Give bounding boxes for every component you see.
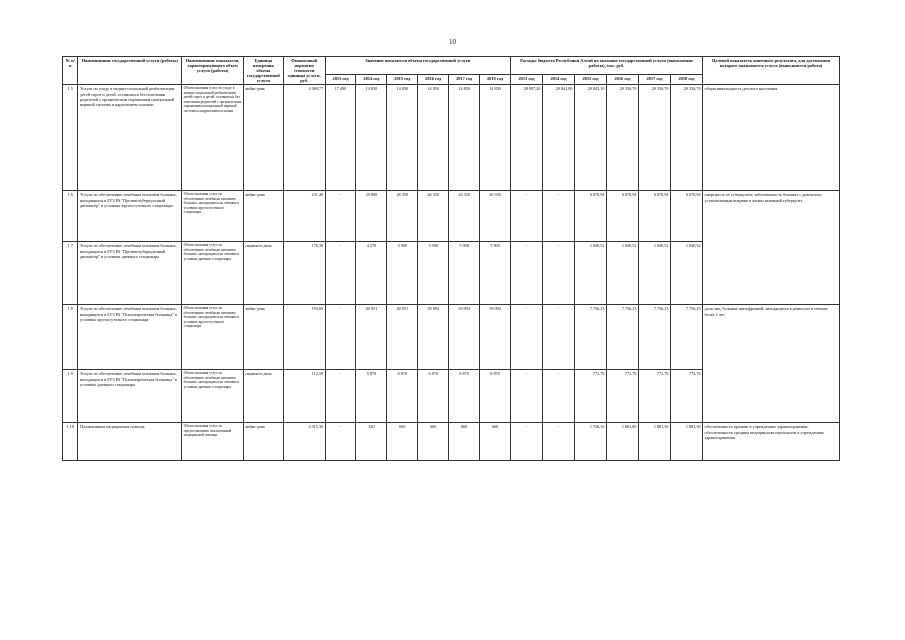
cell-fin: 2 015,30: [283, 423, 325, 461]
table-row: [63, 305, 840, 370]
cell-vol: 6 870: [480, 370, 511, 423]
cell-bud: -: [542, 242, 574, 305]
cell-bud: -: [542, 191, 574, 242]
cell-unit: койко-день: [243, 85, 283, 191]
col-no: № п/п: [63, 57, 78, 85]
col-target: Целевой показатель конечного результата, для достижения которого оказывается услуга (выполняется работа): [703, 57, 840, 85]
cell-vol: 40 051: [387, 305, 418, 370]
cell-bud: 1 881,30: [638, 423, 670, 461]
bud-year: 2014 год: [542, 74, 574, 85]
header-row-1: [63, 57, 840, 75]
bud-year: 2015 год: [574, 74, 606, 85]
col-volume-group: Значение показателя объема государственной услуги: [325, 57, 510, 75]
cell-bud: 29 843,10: [574, 85, 606, 191]
cell-bud: 6 670,94: [574, 191, 606, 242]
cell-vol: -: [325, 191, 356, 242]
services-table: [62, 56, 840, 461]
col-fin-cost: Финансовый норматив стоимости единицы услуги, руб.: [283, 57, 325, 85]
cell-bud: 1 040,52: [670, 242, 702, 305]
cell-bud: 7 756,23: [638, 305, 670, 370]
cell-bud: 1 040,52: [606, 242, 638, 305]
cell-service: Услуги по обеспечению лечебным питанием больных, находящихся в БУЗ РА "Противотуберкулезный диспансер" в условиях круглосуточного стационара: [78, 191, 182, 242]
bud-year: 2017 год: [638, 74, 670, 85]
cell-bud: 29 336,70: [606, 85, 638, 191]
cell-vol: 4 270: [356, 242, 387, 305]
cell-unit: койко-день: [243, 191, 283, 242]
cell-vol: 5 900: [387, 242, 418, 305]
cell-vol: 660: [418, 423, 449, 461]
cell-indicator: Объем оказания услуг по предоставлению паллиативной медицинской помощи: [182, 423, 244, 461]
cell-bud: 772,76: [606, 370, 638, 423]
cell-bud: 1 726,10: [574, 423, 606, 461]
cell-bud: 1 040,52: [638, 242, 670, 305]
cell-bud: 1 881,30: [670, 423, 702, 461]
cell-vol: 17 490: [325, 85, 356, 191]
col-indicator: Наименование показателя, характеризующего объем услуги (работы): [182, 57, 244, 85]
cell-bud: 6 670,94: [606, 191, 638, 242]
cell-fin: 176,36: [283, 242, 325, 305]
cell-vol: 26 350: [449, 191, 480, 242]
cell-bud: -: [510, 423, 542, 461]
cell-service: Услуги по обеспечению лечебным питанием больных, находящихся в БУЗ РА "Психиатрическая больница" в условиях круглосуточного стационара: [78, 305, 182, 370]
cell-unit: пациенто-день: [243, 370, 283, 423]
vol-year: 2016 год: [418, 74, 449, 85]
cell-vol: 29 880: [356, 191, 387, 242]
cell-vol: 26 350: [387, 191, 418, 242]
bud-year: 2018 год: [670, 74, 702, 85]
cell-target: доля лиц, больных шизофренией, находящихся в ремиссии в течение более 2 лет: [703, 305, 840, 423]
cell-no: 1.10: [63, 423, 78, 461]
table-row: [63, 191, 840, 242]
cell-target: обеспеченность врачами в учреждениях здравоохранения; обеспеченность средним медицинским персоналом в учреждениях здравоохранения: [703, 423, 840, 461]
cell-vol: 26 350: [480, 191, 511, 242]
cell-fin: 193,66: [283, 305, 325, 370]
col-budget-group: Расходы бюджета Республики Алтай на оказание государственной услуги (выполнение работы), тыс. руб.: [510, 57, 702, 75]
cell-vol: 39 094: [449, 305, 480, 370]
cell-vol: 5 870: [356, 370, 387, 423]
cell-bud: 772,76: [574, 370, 606, 423]
cell-indicator: Объем оказания услуг по обеспечению лечебным питанием больных, находящихся на лечении в условиях дневного стационара: [182, 242, 244, 305]
cell-no: 1.6: [63, 191, 78, 242]
cell-vol: 320: [356, 423, 387, 461]
cell-bud: 772,76: [670, 370, 702, 423]
cell-bud: -: [510, 242, 542, 305]
cell-vol: -: [325, 370, 356, 423]
cell-unit: койко-день: [243, 305, 283, 370]
cell-vol: 14 850: [418, 85, 449, 191]
cell-indicator: Объем оказания услуг по обеспечению лечебным питанием больных, находящихся на лечении в условиях круглосуточного стационара: [182, 305, 244, 370]
bud-year: 2016 год: [606, 74, 638, 85]
cell-vol: 14 850: [480, 85, 511, 191]
cell-bud: -: [510, 191, 542, 242]
cell-service: Услуги по обеспечению лечебным питанием больных, находящихся в БУЗ РА "Психиатрическая больница" в условиях дневного стационара: [78, 370, 182, 423]
bud-year: 2013 год: [510, 74, 542, 85]
cell-bud: -: [542, 423, 574, 461]
vol-year: 2015 год: [387, 74, 418, 85]
cell-vol: 660: [449, 423, 480, 461]
cell-bud: -: [542, 305, 574, 370]
cell-vol: 39 094: [480, 305, 511, 370]
table-row: [63, 85, 840, 191]
cell-vol: -: [325, 423, 356, 461]
cell-bud: -: [542, 370, 574, 423]
cell-bud: 29 336,70: [670, 85, 702, 191]
cell-service: Услуги по уходу в медико-социальной реабилитации детей-сирот и детей, оставшихся без попечения родителей с органическим поражением центральной нервной системы и нарушением психики: [78, 85, 182, 191]
cell-vol: 40 051: [356, 305, 387, 370]
cell-vol: 6 870: [387, 370, 418, 423]
cell-vol: 26 350: [418, 191, 449, 242]
cell-bud: -: [510, 305, 542, 370]
cell-vol: 6 870: [418, 370, 449, 423]
cell-no: 1.7: [63, 242, 78, 305]
table-row: [63, 423, 840, 461]
cell-bud: 1 040,52: [574, 242, 606, 305]
cell-bud: -: [510, 370, 542, 423]
vol-year: 2014 год: [356, 74, 387, 85]
page-number: 10: [449, 38, 456, 46]
cell-no: 1.5: [63, 85, 78, 191]
cell-no: 1.8: [63, 305, 78, 370]
col-unit: Единица измерения объема государственной услуги: [243, 57, 283, 85]
cell-unit: пациенто-день: [243, 242, 283, 305]
cell-indicator: Объем оказания услуг по обеспечению лечебным питанием больных, находящихся на лечении в условиях дневного стационара: [182, 370, 244, 423]
cell-bud: 6 670,94: [638, 191, 670, 242]
col-service: Наименование государственной услуги (работы): [78, 57, 182, 85]
cell-vol: -: [325, 242, 356, 305]
cell-bud: 7 756,23: [574, 305, 606, 370]
cell-bud: 6 670,94: [670, 191, 702, 242]
vol-year: 2017 год: [449, 74, 480, 85]
cell-target: смертность от туберкулеза; заболеваемость больных с диагнозом, установленным впервые в жизни активный туберкулез: [703, 191, 840, 305]
cell-unit: койко-день: [243, 423, 283, 461]
cell-bud: 28 097,20: [510, 85, 542, 191]
cell-vol: 5 900: [418, 242, 449, 305]
cell-fin: 112,50: [283, 370, 325, 423]
cell-bud: 7 756,23: [606, 305, 638, 370]
cell-vol: -: [325, 305, 356, 370]
cell-service: Услуги по обеспечению лечебным питанием больных, находящихся в БУЗ РА "Противотуберкулезный диспансер" в условиях дневного стационара: [78, 242, 182, 305]
cell-vol: 39 094: [418, 305, 449, 370]
cell-fin: 2 069,77: [283, 85, 325, 191]
cell-target: общая инвалидность детского населения: [703, 85, 840, 191]
cell-bud: 29 336,70: [638, 85, 670, 191]
vol-year: 2013 год: [325, 74, 356, 85]
cell-vol: 5 900: [449, 242, 480, 305]
cell-service: Паллиативная медицинская помощь: [78, 423, 182, 461]
cell-bud: 772,76: [638, 370, 670, 423]
cell-bud: 7 756,23: [670, 305, 702, 370]
cell-fin: 231,40: [283, 191, 325, 242]
cell-indicator: Объем оказания услуг по обеспечению лечебным питанием больных, находящихся на лечении в условиях круглосуточного стационара: [182, 191, 244, 242]
cell-no: 1.9: [63, 370, 78, 423]
vol-year: 2018 год: [480, 74, 511, 85]
cell-vol: 6 870: [449, 370, 480, 423]
cell-vol: 660: [480, 423, 511, 461]
cell-indicator: Объем оказания услуг по уходу в медико-социальной реабилитации детей-сирот и детей, оставшихся без попечения родителей с органическим поражением центральной нервной системы и нарушением психики: [182, 85, 244, 191]
cell-vol: 600: [387, 423, 418, 461]
cell-vol: 14 850: [356, 85, 387, 191]
cell-vol: 5 900: [480, 242, 511, 305]
cell-bud: 1 863,80: [606, 423, 638, 461]
cell-bud: 29 841,00: [542, 85, 574, 191]
cell-vol: 14 850: [449, 85, 480, 191]
cell-vol: 14 850: [387, 85, 418, 191]
